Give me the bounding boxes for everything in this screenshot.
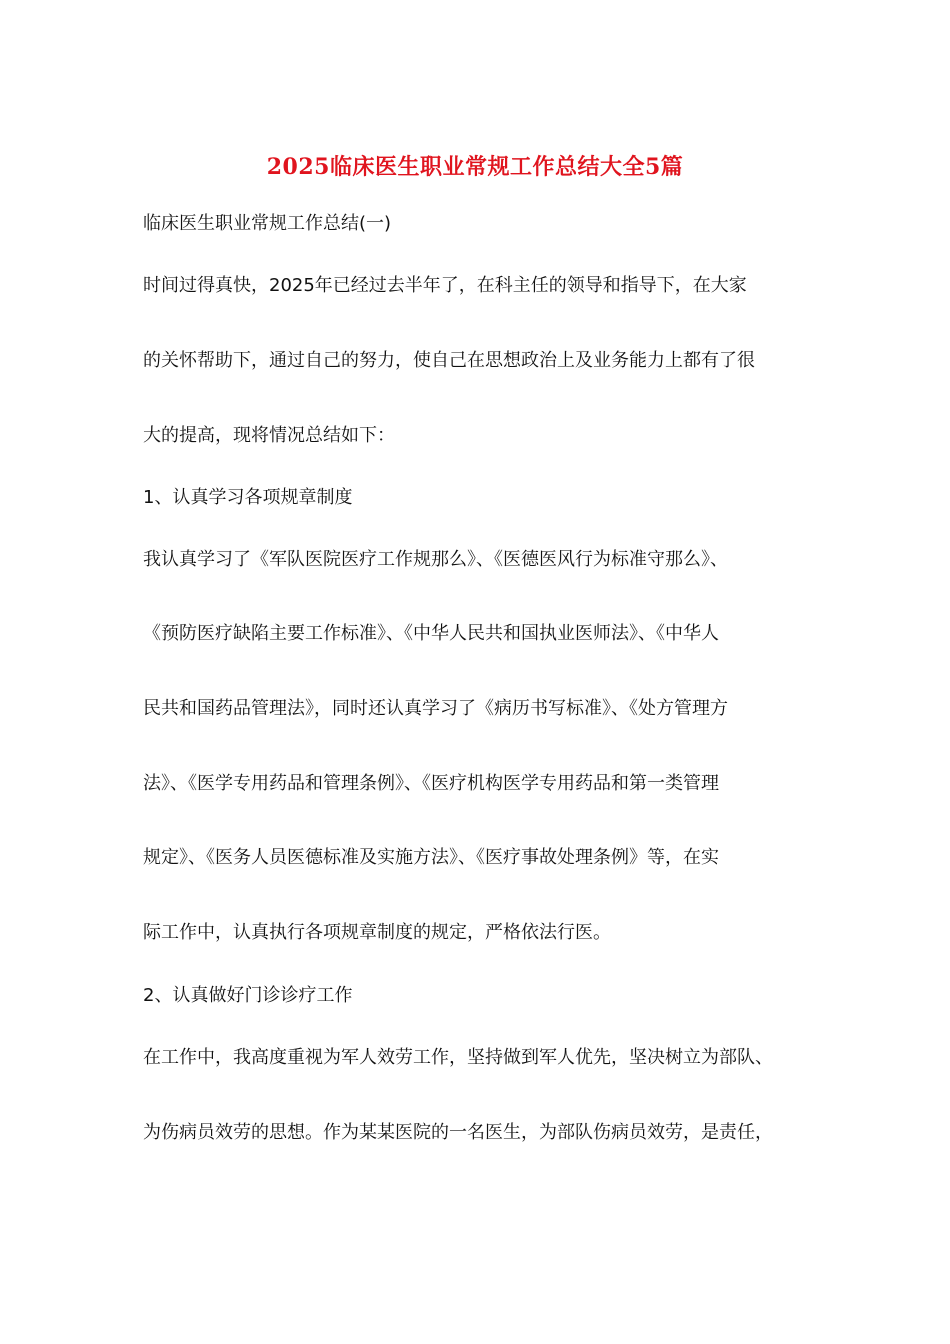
paragraph-line: 法》、《医学专用药品和管理条例》、《医疗机构医学专用药品和第一类管理 (143, 773, 719, 794)
paragraph-line: 民共和国药品管理法》，同时还认真学习了《病历书写标准》、《处方管理方 (143, 698, 728, 719)
paragraph-line: 为伤病员效劳的思想。作为某某医院的一名医生，为部队伤病员效劳，是责任， (143, 1122, 773, 1143)
numbered-heading: 1、认真学习各项规章制度 (143, 487, 353, 508)
paragraph-line: 规定》、《医务人员医德标准及实施方法》、《医疗事故处理条例》等，在实 (143, 847, 719, 868)
section-heading: 临床医生职业常规工作总结(一) (143, 213, 392, 234)
paragraph-line: 《预防医疗缺陷主要工作标准》、《中华人民共和国执业医师法》、《中华人 (143, 623, 719, 644)
paragraph-line: 的关怀帮助下，通过自己的努力，使自己在思想政治上及业务能力上都有了很 (143, 350, 755, 371)
numbered-heading: 2、认真做好门诊诊疗工作 (143, 985, 353, 1006)
document-title: 2025临床医生职业常规工作总结大全5篇 (266, 154, 684, 180)
paragraph-line: 大的提高，现将情况总结如下： (143, 425, 395, 446)
paragraph-line: 在工作中，我高度重视为军人效劳工作，坚持做到军人优先，坚决树立为部队、 (143, 1047, 773, 1068)
paragraph-line: 我认真学习了《军队医院医疗工作规那么》、《医德医风行为标准守那么》、 (143, 549, 728, 570)
paragraph-line: 时间过得真快，2025年已经过去半年了，在科主任的领导和指导下，在大家 (143, 275, 747, 296)
paragraph-line: 际工作中，认真执行各项规章制度的规定，严格依法行医。 (143, 922, 611, 943)
